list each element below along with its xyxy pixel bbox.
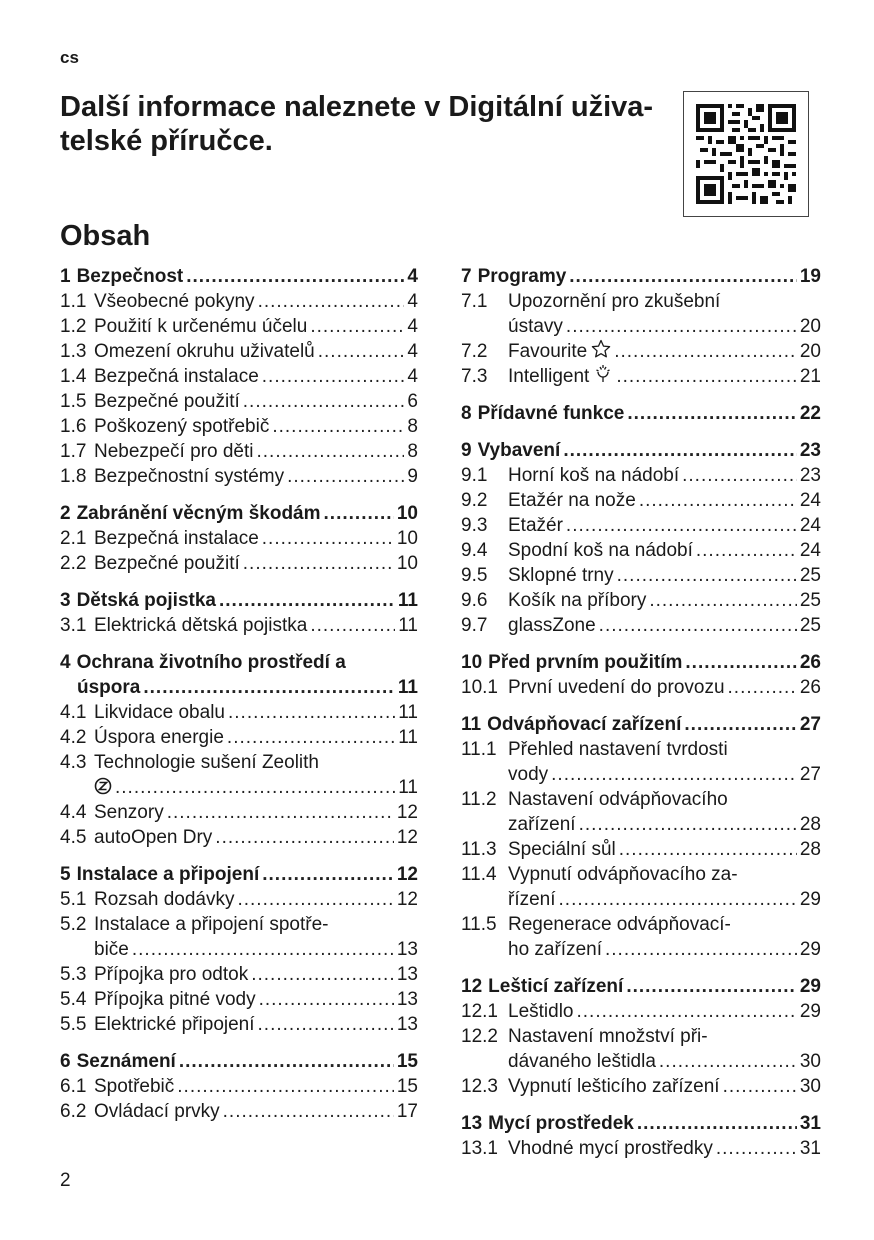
toc-entry[interactable]: 1.1 Všeobecné pokyny ..... 4 xyxy=(60,289,418,314)
toc-chapter[interactable]: 7 Programy ..... 19 xyxy=(461,264,821,289)
toc-entry[interactable]: 12.3 Vypnutí lešticího zařízení ..... 30 xyxy=(461,1074,821,1099)
toc-section-10 xyxy=(461,650,821,700)
toc-entry[interactable]: 12.2 Nastavení množství při- xyxy=(461,1026,708,1047)
toc-chapter[interactable]: 4 Ochrana životního prostředí a xyxy=(60,652,346,673)
zeolith-icon xyxy=(94,777,112,795)
toc-entry-cont[interactable]: ústavy ..... 20 xyxy=(461,314,821,339)
toc-entry[interactable]: 5.1 Rozsah dodávky ..... 12 xyxy=(60,887,418,912)
toc-entry[interactable]: 4.4 Senzory ..... 12 xyxy=(60,800,418,825)
toc-entry[interactable]: 1.2 Použití k určenému účelu ..... 4 xyxy=(60,314,418,339)
toc-title: Obsah xyxy=(60,220,151,252)
toc-entry[interactable]: 7.1 Upozornění pro zkušební xyxy=(461,291,721,312)
toc-section-8 xyxy=(461,401,821,426)
toc-section-11 xyxy=(461,712,821,962)
toc-entry[interactable]: 5.2 Instalace a připojení spotře- xyxy=(60,914,329,935)
toc-entry[interactable]: 9.2 Etažér na nože ..... 24 xyxy=(461,488,821,513)
toc-entry[interactable]: 9.5 Sklopné trny ..... 25 xyxy=(461,563,821,588)
toc-entry[interactable]: 2.2 Bezpečné použití ..... 10 xyxy=(60,551,418,576)
toc-section-12 xyxy=(461,974,821,1099)
toc-entry[interactable]: 9.3 Etažér ..... 24 xyxy=(461,513,821,538)
toc-section-3 xyxy=(60,588,418,638)
toc-column-right xyxy=(461,264,821,1173)
toc-chapter[interactable]: 5 Instalace a připojení ..... 12 xyxy=(60,862,418,887)
toc-entry[interactable]: 6.1 Spotřebič ..... 15 xyxy=(60,1074,418,1099)
toc-entry[interactable]: 9.6 Košík na příbory ..... 25 xyxy=(461,588,821,613)
toc-entry[interactable]: 7.2 Favourite ..... 20 xyxy=(461,339,821,364)
toc-entry[interactable]: 4.2 Úspora energie ..... 11 xyxy=(60,725,418,750)
toc-chapter-cont[interactable]: úspora ..... 11 xyxy=(60,675,418,700)
toc-entry[interactable]: 5.3 Přípojka pro odtok ..... 13 xyxy=(60,962,418,987)
intelligent-icon xyxy=(593,364,613,384)
toc-entry[interactable]: 11.3 Speciální sůl ..... 28 xyxy=(461,837,821,862)
toc-section-5 xyxy=(60,862,418,1037)
toc-entry[interactable]: 5.5 Elektrické připojení ..... 13 xyxy=(60,1012,418,1037)
toc-entry[interactable]: 6.2 Ovládací prvky ..... 17 xyxy=(60,1099,418,1124)
toc-section-1 xyxy=(60,264,418,489)
toc-entry[interactable]: 4.5 autoOpen Dry ..... 12 xyxy=(60,825,418,850)
toc-entry-cont[interactable]: vody ..... 27 xyxy=(461,762,821,787)
qr-code-icon xyxy=(696,104,796,204)
toc-section-6 xyxy=(60,1049,418,1124)
toc-entry[interactable]: 12.1 Leštidlo ..... 29 xyxy=(461,999,821,1024)
toc-entry[interactable]: 1.6 Poškozený spotřebič ..... 8 xyxy=(60,414,418,439)
toc-entry[interactable]: 1.8 Bezpečnostní systémy ..... 9 xyxy=(60,464,418,489)
toc-entry[interactable]: 1.4 Bezpečná instalace ..... 4 xyxy=(60,364,418,389)
toc-entry[interactable]: 9.1 Horní koš na nádobí ..... 23 xyxy=(461,463,821,488)
toc-entry[interactable]: 10.1 První uvedení do provozu ..... 26 xyxy=(461,675,821,700)
toc-chapter[interactable]: 2 Zabránění věcným škodám ..... 10 xyxy=(60,501,418,526)
toc-entry[interactable]: 7.3 Intelligent ..... 21 xyxy=(461,364,821,389)
toc-entry[interactable]: 11.4 Vypnutí odvápňovacího za- xyxy=(461,864,738,885)
toc-entry[interactable]: 13.1 Vhodné mycí prostředky ..... 31 xyxy=(461,1136,821,1161)
toc-entry-cont[interactable]: ..... 11 xyxy=(60,775,418,800)
toc-entry-cont[interactable]: ho zařízení ..... 29 xyxy=(461,937,821,962)
toc-section-7 xyxy=(461,264,821,389)
toc-section-4 xyxy=(60,650,418,850)
toc-chapter[interactable]: 9 Vybavení ..... 23 xyxy=(461,438,821,463)
toc-chapter[interactable]: 10 Před prvním použitím ..... 26 xyxy=(461,650,821,675)
toc-entry-cont[interactable]: řízení ..... 29 xyxy=(461,887,821,912)
toc-entry[interactable]: 3.1 Elektrická dětská pojistka ..... 11 xyxy=(60,613,418,638)
qr-code[interactable] xyxy=(683,91,809,217)
language-code: cs xyxy=(60,48,79,67)
star-icon xyxy=(591,339,611,359)
toc-entry[interactable]: 4.1 Likvidace obalu ..... 11 xyxy=(60,700,418,725)
toc-chapter[interactable]: 3 Dětská pojistka ..... 11 xyxy=(60,588,418,613)
toc-entry[interactable]: 11.2 Nastavení odvápňovacího xyxy=(461,789,728,810)
toc-entry-cont[interactable]: dávaného leštidla ..... 30 xyxy=(461,1049,821,1074)
toc-section-2 xyxy=(60,501,418,576)
toc-entry[interactable]: 1.5 Bezpečné použití ..... 6 xyxy=(60,389,418,414)
toc-chapter[interactable]: 11 Odvápňovací zařízení ..... 27 xyxy=(461,712,821,737)
toc-entry[interactable]: 11.1 Přehled nastavení tvrdosti xyxy=(461,739,728,760)
toc-entry[interactable]: 9.4 Spodní koš na nádobí ..... 24 xyxy=(461,538,821,563)
toc-chapter[interactable]: 13 Mycí prostředek ..... 31 xyxy=(461,1111,821,1136)
toc-section-9 xyxy=(461,438,821,638)
toc-entry-cont[interactable]: zařízení ..... 28 xyxy=(461,812,821,837)
toc-entry[interactable]: 1.7 Nebezpečí pro děti ..... 8 xyxy=(60,439,418,464)
toc-entry[interactable]: 1.3 Omezení okruhu uživatelů ..... 4 xyxy=(60,339,418,364)
toc-chapter[interactable]: 12 Lešticí zařízení ..... 29 xyxy=(461,974,821,999)
toc-entry[interactable]: 2.1 Bezpečná instalace ..... 10 xyxy=(60,526,418,551)
toc-column-left xyxy=(60,264,418,1136)
toc-entry[interactable]: 9.7 glassZone ..... 25 xyxy=(461,613,821,638)
page-number: 2 xyxy=(60,1170,71,1191)
toc-chapter[interactable]: 8 Přídavné funkce ..... 22 xyxy=(461,401,821,426)
toc-chapter[interactable]: 1 Bezpečnost ..... 4 xyxy=(60,264,418,289)
toc-entry-cont[interactable]: biče ..... 13 xyxy=(60,937,418,962)
toc-section-13 xyxy=(461,1111,821,1161)
page-headline: Další informace naleznete v Digitální uživa- telské příručce. xyxy=(60,91,654,157)
toc-entry[interactable]: 4.3 Technologie sušení Zeolith xyxy=(60,752,319,773)
toc-chapter[interactable]: 6 Seznámení ..... 15 xyxy=(60,1049,418,1074)
toc-entry[interactable]: 5.4 Přípojka pitné vody ..... 13 xyxy=(60,987,418,1012)
toc-entry[interactable]: 11.5 Regenerace odvápňovací- xyxy=(461,914,731,935)
